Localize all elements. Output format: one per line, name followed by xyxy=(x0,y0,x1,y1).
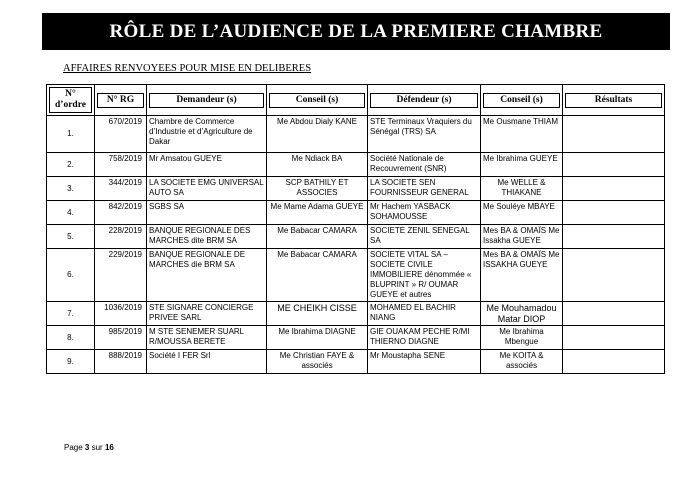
defendeur-cell: SOCIETE VITAL SA –SOCIETE CIVILE IMMOBILIERE dénommée « BLUPRINT » R/ OUMAR GUEYE et autres xyxy=(368,249,481,302)
table-row xyxy=(47,116,665,153)
page-of-label: sur xyxy=(91,443,103,452)
defendeur-cell: LA SOCIETE SEN FOURNISSEUR GENERAL xyxy=(368,177,481,201)
resultat-cell xyxy=(563,326,665,350)
table-row xyxy=(47,153,665,177)
page-total: 16 xyxy=(104,443,114,452)
conseil-demandeur-cell: Me Ibrahima DIAGNE xyxy=(267,326,368,350)
conseil-demandeur-cell: Me Babacar CAMARA xyxy=(267,249,368,302)
defendeur-cell: Société Nationale de Recouvrement (SNR) xyxy=(368,153,481,177)
table-row xyxy=(47,225,665,249)
demandeur-cell: Mr Amsatou GUEYE xyxy=(147,153,267,177)
conseil-defendeur-cell: Me Ousmane THIAM xyxy=(481,116,563,153)
column-header-order: N° d’ordre xyxy=(47,85,95,116)
defendeur-cell: STE Terminaux Vraquiers du Sénégal (TRS) SA xyxy=(368,116,481,153)
conseil-demandeur-cell: Me Abdou Dialy KANE xyxy=(267,116,368,153)
resultat-cell xyxy=(563,153,665,177)
conseil-defendeur-cell: Me Souléye MBAYE xyxy=(481,201,563,225)
order-cell: 1. xyxy=(47,116,95,153)
table-row xyxy=(47,350,665,374)
conseil-defendeur-cell: Me Ibrahima Mbengue xyxy=(481,326,563,350)
conseil-demandeur-cell: Me Christian FAYE & associés xyxy=(267,350,368,374)
resultat-cell xyxy=(563,177,665,201)
rg-cell: 228/2019 xyxy=(95,225,147,249)
conseil-defendeur-cell: Mes BA & OMAÏS Me ISSAKHA GUEYE xyxy=(481,249,563,302)
column-header-defendeur: Défendeur (s) xyxy=(368,85,481,116)
hearing-roll-table xyxy=(46,84,665,374)
rg-cell: 670/2019 xyxy=(95,116,147,153)
table-header-row xyxy=(47,85,665,116)
table-row xyxy=(47,177,665,201)
rg-cell: 888/2019 xyxy=(95,350,147,374)
resultat-cell xyxy=(563,116,665,153)
column-header-conseil-defendeur: Conseil (s) xyxy=(481,85,563,116)
defendeur-cell: MOHAMED EL BACHIR NIANG xyxy=(368,302,481,326)
demandeur-cell: BANQUE REGIONALE DES MARCHES dite BRM SA xyxy=(147,225,267,249)
conseil-defendeur-cell: Mes BA & OMAÏS Me Issakha GUEYE xyxy=(481,225,563,249)
demandeur-cell: Société I FER Srl xyxy=(147,350,267,374)
rg-cell: 758/2019 xyxy=(95,153,147,177)
rg-cell: 1036/2019 xyxy=(95,302,147,326)
order-cell: 6. xyxy=(47,249,95,302)
page-label: Page xyxy=(64,443,83,452)
order-cell: 3. xyxy=(47,177,95,201)
conseil-demandeur-cell: Me Mame Adama GUEYE xyxy=(267,201,368,225)
conseil-demandeur-cell: Me Ndiack BA xyxy=(267,153,368,177)
conseil-defendeur-cell: Me KOITA & associés xyxy=(481,350,563,374)
conseil-defendeur-cell: Me WELLE & THIAKANE xyxy=(481,177,563,201)
order-cell: 9. xyxy=(47,350,95,374)
conseil-demandeur-cell: SCP BATHILY ET ASSOCIES xyxy=(267,177,368,201)
order-cell: 4. xyxy=(47,201,95,225)
resultat-cell xyxy=(563,201,665,225)
resultat-cell xyxy=(563,225,665,249)
rg-cell: 842/2019 xyxy=(95,201,147,225)
conseil-demandeur-cell: ME CHEIKH CISSE xyxy=(267,302,368,326)
page-title: RÔLE DE L’AUDIENCE DE LA PREMIERE CHAMBRE xyxy=(42,13,670,50)
defendeur-cell: Mr Hachem YASBACK SOHAMOUSSE xyxy=(368,201,481,225)
resultat-cell xyxy=(563,302,665,326)
order-cell: 8. xyxy=(47,326,95,350)
demandeur-cell: LA SOCIETE EMG UNIVERSAL AUTO SA xyxy=(147,177,267,201)
table-row xyxy=(47,326,665,350)
column-header-demandeur: Demandeur (s) xyxy=(147,85,267,116)
rg-cell: 229/2019 xyxy=(95,249,147,302)
column-header-conseil-demandeur: Conseil (s) xyxy=(267,85,368,116)
resultat-cell xyxy=(563,350,665,374)
order-cell: 2. xyxy=(47,153,95,177)
page-number: 3 xyxy=(84,443,90,452)
conseil-defendeur-cell: Me Ibrahima GUEYE xyxy=(481,153,563,177)
demandeur-cell: Chambre de Commerce d’Industrie et d’Agriculture de Dakar xyxy=(147,116,267,153)
table-row xyxy=(47,302,665,326)
rg-cell: 985/2019 xyxy=(95,326,147,350)
defendeur-cell: SOCIETE ZENIL SENEGAL SA xyxy=(368,225,481,249)
section-title: AFFAIRES RENVOYEES POUR MISE EN DELIBERES xyxy=(63,63,312,74)
conseil-defendeur-cell: Me Mouhamadou Matar DIOP xyxy=(481,302,563,326)
resultat-cell xyxy=(563,249,665,302)
conseil-demandeur-cell: Me Babacar CAMARA xyxy=(267,225,368,249)
demandeur-cell: BANQUE REGIONALE DE MARCHES die BRM SA xyxy=(147,249,267,302)
defendeur-cell: Mr Moustapha SENE xyxy=(368,350,481,374)
table-row xyxy=(47,201,665,225)
page-footer xyxy=(64,443,114,452)
demandeur-cell: STE SIGNARE CONCIERGE PRIVEE SARL xyxy=(147,302,267,326)
demandeur-cell: M STE SENEMER SUARL R/MOUSSA BERETE xyxy=(147,326,267,350)
demandeur-cell: SGBS SA xyxy=(147,201,267,225)
order-cell: 5. xyxy=(47,225,95,249)
column-header-rg: N° RG xyxy=(95,85,147,116)
column-header-resultats: Résultats xyxy=(563,85,665,116)
order-cell: 7. xyxy=(47,302,95,326)
rg-cell: 344/2019 xyxy=(95,177,147,201)
defendeur-cell: GIE OUAKAM PECHE R/MI THIERNO DIAGNE xyxy=(368,326,481,350)
table-row xyxy=(47,249,665,302)
